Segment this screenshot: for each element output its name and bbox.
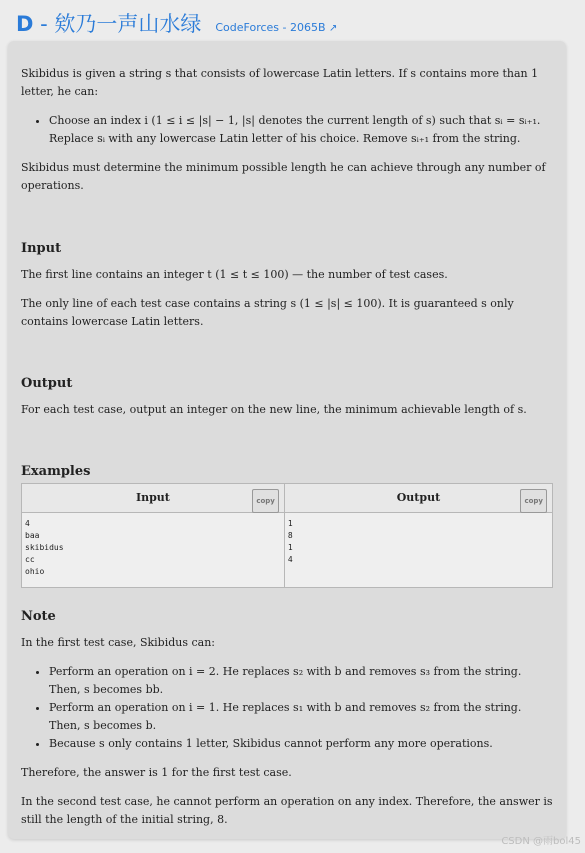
note-p3: In the second test case, he cannot perform an operation on any index. Therefore, the answer is still the length of the initial string, 8.: [21, 795, 553, 826]
input-p2: The only line of each test case contains a string s (1 ≤ |s| ≤ 100). It is guaranteed s only contains lowercase Latin letters.: [21, 297, 514, 328]
note-heading: Note: [21, 609, 56, 624]
problem-title: [16, 8, 201, 38]
watermark: CSDN @雨bol45: [501, 836, 581, 847]
source-link[interactable]: [215, 21, 337, 34]
note-bullet: • Perform an operation on i = 2. He replaces s₂ with b and removes s₃ from the string. Then, s becomes bb.: [49, 663, 553, 699]
input-line: cc: [25, 555, 35, 564]
examples-heading: Examples: [21, 464, 91, 479]
problem-name: 欸乃一声山水绿: [54, 12, 202, 36]
output-line: 4: [287, 555, 293, 564]
output-heading: Output: [21, 376, 73, 391]
example-output-cell: [284, 513, 552, 588]
input-heading: Input: [21, 241, 62, 256]
output-p1: For each test case, output an integer on the new line, the minimum achievable length of s.: [21, 403, 527, 416]
output-line: 1: [287, 519, 293, 528]
statement-goal: Skibidus must determine the minimum possible length he can achieve through any number of operations.: [21, 161, 546, 192]
statement-intro: Skibidus is given a string s that consists of lowercase Latin letters. If s contains more than 1 letter, he can:: [21, 67, 539, 98]
problem-content: [21, 65, 553, 840]
statement-rule: • Choose an index i (1 ≤ i ≤ |s| − 1, |s| denotes the current length of s) such that sᵢ = sᵢ₊₁. Replace sᵢ with any lowercase Latin letter of his choice. Remove sᵢ₊₁ from the string.: [49, 112, 553, 148]
problem-header: [16, 8, 337, 40]
examples-table: [21, 483, 553, 588]
input-line: 4: [25, 519, 30, 528]
note-list: [21, 663, 553, 753]
output-col-label: Output: [396, 491, 441, 504]
note-p2: Therefore, the answer is 1 for the first test case.: [21, 766, 292, 779]
input-line: ohio: [25, 567, 45, 576]
input-p1: The first line contains an integer t (1 ≤ t ≤ 100) — the number of test cases.: [21, 268, 448, 281]
source-text: CodeForces - 2065B: [215, 21, 326, 34]
problem-card: [8, 41, 566, 839]
examples-input-header: [22, 484, 285, 513]
copy-input-button[interactable]: copy: [252, 489, 279, 513]
output-line: 1: [287, 543, 293, 552]
note-intro: In the first test case, Skibidus can:: [21, 636, 216, 649]
copy-output-button[interactable]: copy: [520, 489, 547, 513]
output-line: 8: [287, 531, 293, 540]
problem-letter: D: [16, 12, 34, 36]
note-bullet: • Because s only contains 1 letter, Skibidus cannot perform any more operations.: [49, 735, 553, 753]
input-col-label: Input: [135, 491, 170, 504]
statement-rules: [21, 112, 553, 148]
input-line: skibidus: [25, 543, 64, 552]
input-line: baa: [25, 531, 40, 540]
external-link-icon: ↗: [329, 23, 338, 34]
note-bullet: • Perform an operation on i = 1. He replaces s₁ with b and removes s₂ from the string. Then, s becomes b.: [49, 699, 553, 735]
examples-output-header: [284, 484, 552, 513]
example-input-cell: [22, 513, 285, 588]
title-dash: -: [33, 12, 55, 36]
